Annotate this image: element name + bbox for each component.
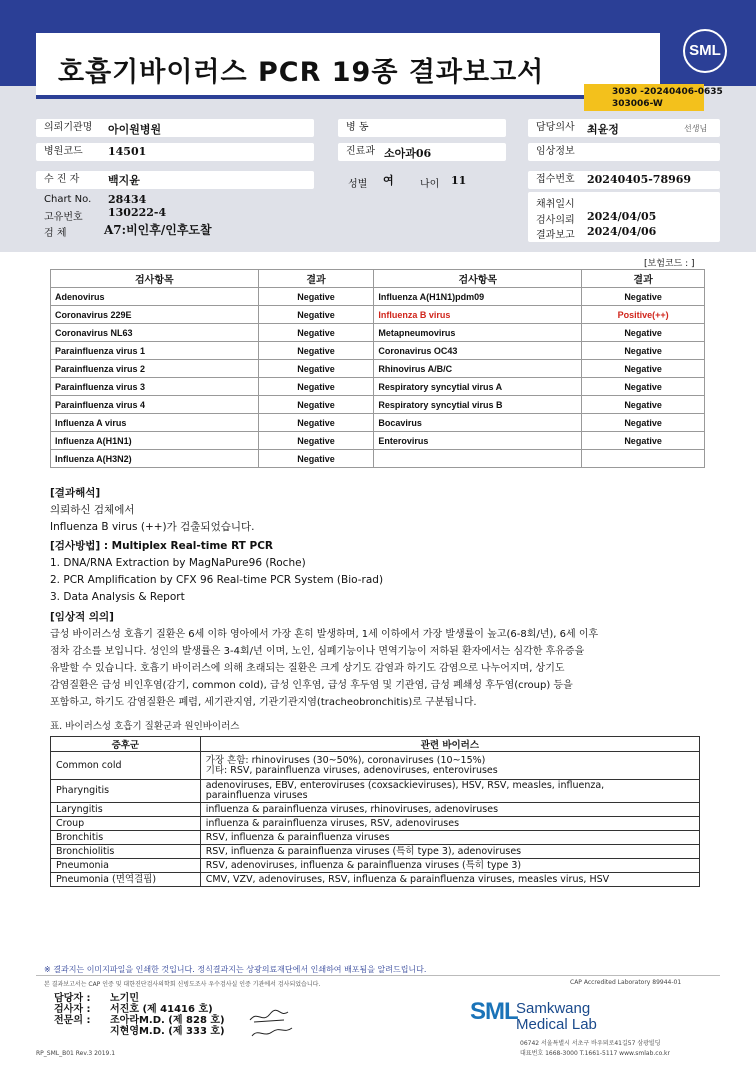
virus-cell	[200, 859, 699, 873]
virus-cell	[200, 845, 699, 859]
virus-line: influenza & parainfluenza viruses, rhinoviruses, adenoviruses	[205, 803, 499, 815]
results-header-row	[51, 270, 705, 288]
interpretation-heading: [결과해석]	[50, 487, 101, 499]
virus-line: RSV, adenoviruses, influenza & parainfluenza viruses (특히 type 3)	[205, 859, 522, 871]
doctor-value: 최윤정	[587, 123, 619, 136]
hospcode-label: 병원코드	[44, 146, 83, 157]
specimen-value: A7:비인후/인후도찰	[104, 223, 212, 237]
test-item-left: Coronavirus NL63	[51, 324, 259, 342]
syndrome-cell: Pneumonia	[51, 859, 201, 873]
staff-name-specialist2: 지현영M.D. (제 333 호)	[110, 1026, 225, 1037]
form-id: RP_SML_B01 Rev.3 2019.1	[36, 1050, 116, 1057]
significance-line: 점차 감소를 보입니다. 성인의 발생률은 3-4회/년 이며, 노인, 심폐기능이나 면역기능이 저하된 환자에서는 심각한 후유증을	[50, 646, 585, 657]
samkwang-logo-mark: SML	[470, 998, 518, 1025]
report-code-badge	[584, 84, 723, 111]
result-right	[582, 450, 705, 468]
virus-line: influenza & parainfluenza viruses, RSV, adenoviruses	[205, 817, 460, 829]
test-item-right: Bocavirus	[374, 414, 582, 432]
unique-value: 130222-4	[108, 206, 167, 219]
staff-name-tester: 서진호 (제 41416 호)	[110, 1004, 213, 1015]
disease-row	[51, 845, 700, 859]
significance-section	[50, 609, 598, 711]
clinical-label: 임상정보	[536, 146, 575, 157]
dept-label: 진료과	[346, 146, 375, 157]
result-right: Negative	[582, 396, 705, 414]
hospcode-value: 14501	[108, 145, 147, 158]
significance-line: 급성 바이러스성 호흡기 질환은 6세 이하 영아에서 가장 흔히 발생하며, 1세 이하에서 가장 발생률이 높고(6-8회/년), 6세 이후	[50, 629, 599, 640]
test-item-left: Parainfluenza virus 3	[51, 378, 259, 396]
virus-cell	[200, 780, 699, 803]
test-item-left: Influenza A virus	[51, 414, 259, 432]
results-row	[51, 342, 705, 360]
test-item-right: Enterovirus	[374, 432, 582, 450]
footer-cert-text: 본 결과보고서는 CAP 인증 및 대한진단검사의학회 신빙도조사 우수검사실 인증 기관에서 검사되었습니다.	[44, 981, 321, 988]
results-row	[51, 414, 705, 432]
results-row	[51, 360, 705, 378]
significance-heading: [임상적 의의]	[50, 611, 114, 623]
header-test-item-2: 검사항목	[374, 270, 582, 288]
results-row	[51, 324, 705, 342]
significance-line: 유발할 수 있습니다. 호흡기 바이러스에 의해 초래되는 질환은 크게 상기도 감염과 하기도 감염으로 나누어지며, 상기도	[50, 663, 565, 674]
method-line1: 1. DNA/RNA Extraction by MagNaPure96 (Roche)	[50, 557, 306, 569]
sml-logo: SML	[683, 29, 727, 73]
test-item-right: Respiratory syncytial virus B	[374, 396, 582, 414]
staff-label-specialist: 전문의 :	[54, 1015, 91, 1026]
test-item-left: Influenza A(H3N2)	[51, 450, 259, 468]
collect-label: 채취일시	[536, 199, 575, 210]
syndrome-cell: Bronchitis	[51, 831, 201, 845]
significance-line: 감염질환은 급성 비인후염(감기, common cold), 급성 인후염, 급성 후두염 및 기관염, 급성 폐쇄성 후두염(croup) 등을	[50, 680, 573, 691]
header-test-item-1: 검사항목	[51, 270, 259, 288]
virus-line: adenoviruses, EBV, enteroviruses (coxsackieviruses), HSV, RSV, measles, influenza,	[205, 780, 605, 791]
footer-notice: ※ 결과지는 이미지파일을 인쇄한 것입니다. 정식결과지는 상광의료재단에서 인쇄하여 배포됨을 알려드립니다.	[44, 965, 427, 974]
syndrome-cell: Pharyngitis	[51, 780, 201, 803]
results-row	[51, 396, 705, 414]
result-left: Negative	[258, 450, 374, 468]
virus-line: RSV, influenza & parainfluenza viruses	[205, 831, 390, 843]
disease-row	[51, 752, 700, 780]
sex-value: 여	[383, 174, 394, 187]
virus-line: 기타: RSV, parainfluenza viruses, adenoviruses, enteroviruses	[205, 764, 498, 776]
interpretation-section	[50, 485, 254, 536]
footer-phone: 대표번호 1668-3000 T.1661-5117 www.smlab.co.kr	[520, 1050, 670, 1057]
method-heading: [검사방법] : Multiplex Real-time RT PCR	[50, 540, 273, 552]
method-line3: 3. Data Analysis & Report	[50, 591, 185, 603]
result-right: Negative	[582, 378, 705, 396]
result-right: Negative	[582, 324, 705, 342]
result-right: Negative	[582, 360, 705, 378]
chart-value: 28434	[108, 193, 147, 206]
result-left: Negative	[258, 288, 374, 306]
virus-line: 가장 흔함: rhinoviruses (30~50%), coronaviruses (10~15%)	[205, 754, 486, 766]
virus-cell	[200, 873, 699, 887]
method-section	[50, 538, 383, 606]
samkwang-name-line1: Samkwang	[516, 1000, 591, 1017]
test-item-right: Respiratory syncytial virus A	[374, 378, 582, 396]
patient-name-value: 백지윤	[108, 174, 140, 187]
result-right: Negative	[582, 342, 705, 360]
disease-table-caption: 표. 바이러스성 호흡기 질환군과 원인바이러스	[50, 721, 240, 732]
test-item-right	[374, 450, 582, 468]
age-label: 나이	[420, 179, 440, 190]
dept-value: 소아과06	[384, 147, 432, 160]
syndrome-cell: Croup	[51, 817, 201, 831]
page-title: 호흡기바이러스 PCR 19종 결과보고서	[58, 57, 545, 88]
sex-label: 성별	[348, 179, 368, 190]
footer-divider	[36, 975, 720, 976]
report-code-line2: 303006-W	[612, 99, 663, 109]
test-item-right: Metapneumovirus	[374, 324, 582, 342]
interpretation-line2: Influenza B virus (++)가 검출되었습니다.	[50, 521, 255, 533]
syndrome-cell: Pneumonia (면역결핍)	[51, 873, 201, 887]
header-result-2: 결과	[582, 270, 705, 288]
disease-row	[51, 859, 700, 873]
syndrome-cell: Common cold	[51, 752, 201, 780]
result-left: Negative	[258, 378, 374, 396]
hospcode-field	[36, 143, 314, 161]
disease-row	[51, 873, 700, 887]
request-value: 2024/04/05	[587, 210, 657, 223]
results-row	[51, 288, 705, 306]
result-right: Negative	[582, 432, 705, 450]
results-row	[51, 306, 705, 324]
header-syndrome: 증후군	[51, 737, 201, 752]
virus-line: CMV, VZV, adenoviruses, RSV, influenza & parainfluenza viruses, measles virus, HSV	[205, 873, 610, 885]
result-right: Positive(++)	[582, 306, 705, 324]
doctor-label: 담당의사	[536, 122, 575, 133]
report-code-line1: 3030 -20240406-0635	[612, 87, 723, 97]
header-virus: 관련 바이러스	[200, 737, 699, 752]
test-item-left: Influenza A(H1N1)	[51, 432, 259, 450]
result-left: Negative	[258, 432, 374, 450]
result-right: Negative	[582, 288, 705, 306]
org-field	[36, 119, 314, 137]
receipt-value: 20240405-78969	[587, 173, 692, 186]
results-row	[51, 450, 705, 468]
result-left: Negative	[258, 324, 374, 342]
test-item-right: Influenza B virus	[374, 306, 582, 324]
signature-image	[244, 1002, 300, 1042]
test-item-left: Coronavirus 229E	[51, 306, 259, 324]
results-table	[50, 269, 705, 468]
footer-address: 06742 서울특별시 서초구 바우뫼로41길57 삼광빌딩	[520, 1040, 661, 1047]
interpretation-line1: 의뢰하신 검체에서	[50, 504, 135, 516]
result-right: Negative	[582, 414, 705, 432]
staff-label-manager: 담당자 :	[54, 993, 91, 1004]
results-row	[51, 432, 705, 450]
title-box	[36, 33, 660, 99]
org-label: 의뢰기관명	[44, 122, 93, 133]
staff-labels	[54, 993, 90, 1026]
virus-cell	[200, 803, 699, 817]
virus-line: RSV, influenza & parainfluenza viruses (특히 type 3), adenoviruses	[205, 845, 522, 857]
virus-cell	[200, 817, 699, 831]
result-left: Negative	[258, 360, 374, 378]
disease-row	[51, 817, 700, 831]
result-left: Negative	[258, 396, 374, 414]
request-label: 검사의뢰	[536, 215, 575, 226]
disease-row	[51, 803, 700, 817]
test-item-left: Parainfluenza virus 1	[51, 342, 259, 360]
disease-header-row	[51, 737, 700, 752]
receipt-label: 접수번호	[536, 174, 575, 185]
test-item-left: Adenovirus	[51, 288, 259, 306]
age-value: 11	[451, 174, 467, 187]
method-line2: 2. PCR Amplification by CFX 96 Real-time PCR System (Bio-rad)	[50, 574, 384, 586]
staff-name-manager: 노기민	[110, 993, 139, 1004]
insurance-code: [보험코드 : ]	[644, 259, 695, 269]
specimen-label: 검 체	[44, 228, 67, 239]
virus-line: parainfluenza viruses	[205, 790, 308, 801]
test-item-left: Parainfluenza virus 4	[51, 396, 259, 414]
test-item-right: Rhinovirus A/B/C	[374, 360, 582, 378]
report-label: 결과보고	[536, 230, 575, 241]
ward-label: 병 동	[346, 122, 369, 133]
disease-row	[51, 780, 700, 803]
unique-label: 고유번호	[44, 212, 83, 223]
test-item-left: Parainfluenza virus 2	[51, 360, 259, 378]
report-value: 2024/04/06	[587, 225, 657, 238]
result-left: Negative	[258, 306, 374, 324]
ward-field	[338, 119, 506, 137]
patient-name-label: 수 진 자	[44, 174, 80, 185]
test-item-right: Influenza A(H1N1)pdm09	[374, 288, 582, 306]
header-result-1: 결과	[258, 270, 374, 288]
results-row	[51, 378, 705, 396]
doctor-suffix: 선생님	[684, 124, 708, 133]
footer-cap-text: CAP Accredited Laboratory 89944-01	[570, 979, 682, 986]
virus-cell	[200, 831, 699, 845]
staff-label-tester: 검사자 :	[54, 1004, 91, 1015]
staff-names	[110, 993, 225, 1037]
patient-name-field	[36, 171, 314, 189]
staff-name-specialist1: 조아라M.D. (제 828 호)	[110, 1015, 225, 1026]
syndrome-cell: Bronchiolitis	[51, 845, 201, 859]
test-item-right: Coronavirus OC43	[374, 342, 582, 360]
samkwang-name-line2: Medical Lab	[516, 1016, 597, 1033]
result-left: Negative	[258, 414, 374, 432]
org-value: 아이원병원	[108, 123, 162, 136]
disease-table	[50, 736, 700, 887]
syndrome-cell: Laryngitis	[51, 803, 201, 817]
disease-row	[51, 831, 700, 845]
clinical-field	[528, 143, 720, 161]
significance-line: 포함하고, 하기도 감염질환은 폐렴, 세기관지염, 기관기관지염(tracheobronchitis)로 구분됩니다.	[50, 697, 477, 708]
result-left: Negative	[258, 342, 374, 360]
virus-cell	[200, 752, 699, 780]
chart-label: Chart No.	[44, 194, 92, 205]
